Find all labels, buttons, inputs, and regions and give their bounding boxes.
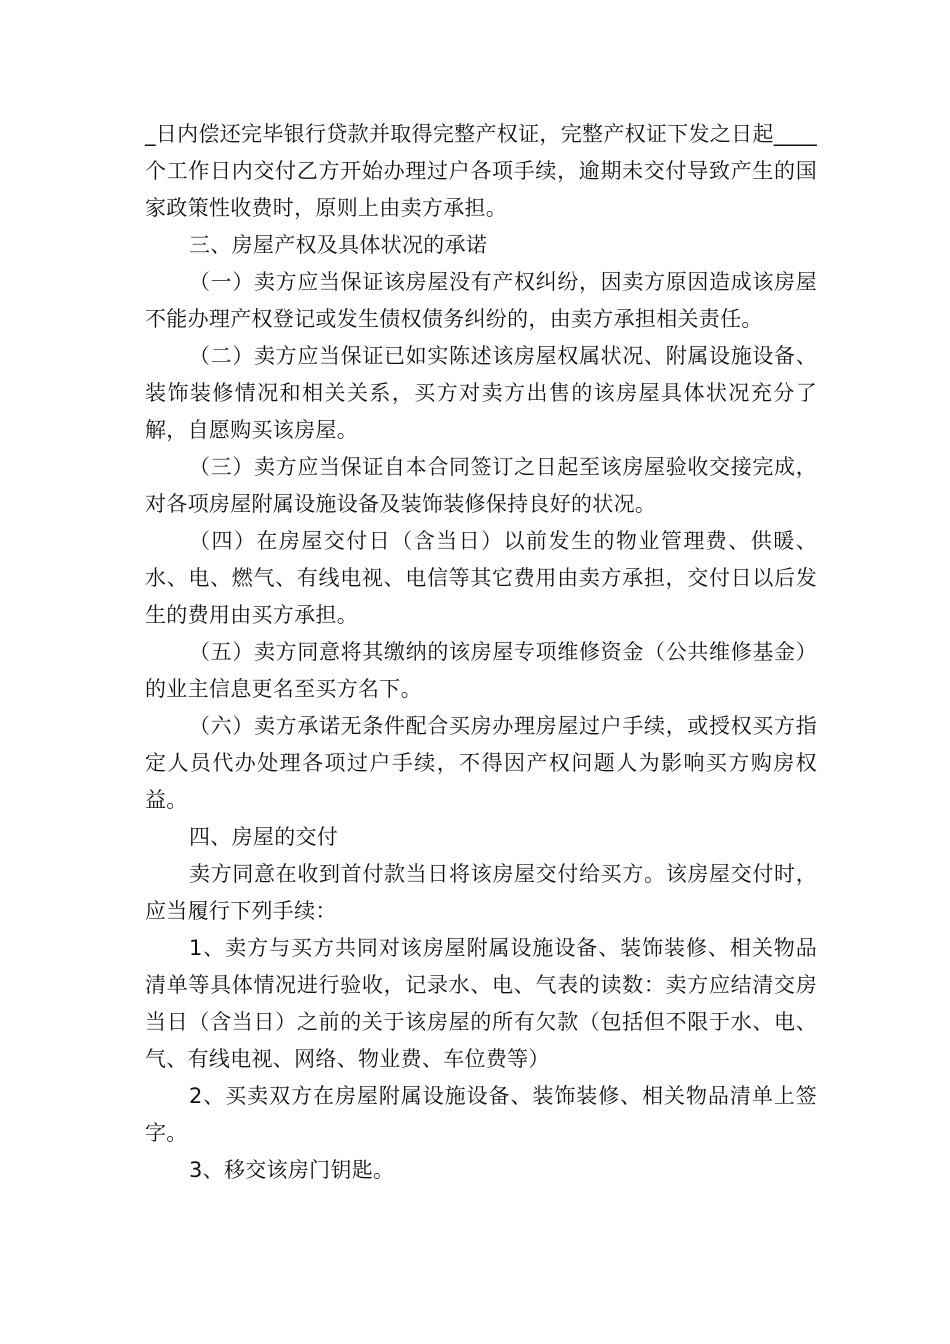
paragraph-clause-1: （一）卖方应当保证该房屋没有产权纠纷，因卖方原因造成该房屋不能办理产权登记或发生债权债务纠纷的，由卖方承担相关责任。: [145, 270, 817, 331]
paragraph-delivery-item-2: 2、买卖双方在房屋附属设施设备、装饰装修、相关物品清单上签字。: [145, 1084, 817, 1145]
paragraph-delivery-item-3: 3、移交该房门钥匙。: [189, 1158, 395, 1182]
paragraph-clause-6: （六）卖方承诺无条件配合买房办理房屋过户手续，或授权买方指定人员代办处理各项过户手续，不得因产权问题人为影响买方购房权益。: [145, 714, 817, 812]
paragraph-clause-3: （三）卖方应当保证自本合同签订之日起至该房屋验收交接完成，对各项房屋附属设施设备及装饰装修保持良好的状况。: [145, 455, 817, 516]
heading-section-four: 四、房屋的交付: [189, 825, 339, 849]
document-body: [145, 116, 817, 1189]
paragraph-delivery-intro: 卖方同意在收到首付款当日将该房屋交付给买方。该房屋交付时，应当履行下列手续：: [145, 862, 817, 923]
paragraph-clause-5: （五）卖方同意将其缴纳的该房屋专项维修资金（公共维修基金）的业主信息更名至买方名下。: [145, 640, 817, 701]
paragraph-clause-4: （四）在房屋交付日（含当日）以前发生的物业管理费、供暖、水、电、燃气、有线电视、电信等其它费用由卖方承担，交付日以后发生的费用由买方承担。: [145, 529, 817, 627]
heading-section-three: 三、房屋产权及具体状况的承诺: [189, 233, 488, 257]
paragraph-clause-2: （二）卖方应当保证已如实陈述该房屋权属状况、附属设施设备、装饰装修情况和相关关系，买方对卖方出售的该房屋具体状况充分了解，自愿购买该房屋。: [145, 344, 817, 442]
paragraph-continued-clause: _日内偿还完毕银行贷款并取得完整产权证，完整产权证下发之日起____个工作日内交付乙方开始办理过户各项手续，逾期未交付导致产生的国家政策性收费时，原则上由卖方承担。: [145, 122, 817, 220]
paragraph-delivery-item-1: 1、卖方与买方共同对该房屋附属设施设备、装饰装修、相关物品清单等具体情况进行验收，记录水、电、气表的读数：卖方应结清交房当日（含当日）之前的关于该房屋的所有欠款（包括但不限于水、电、气、有线电视、网络、物业费、车位费等）: [145, 936, 817, 1071]
